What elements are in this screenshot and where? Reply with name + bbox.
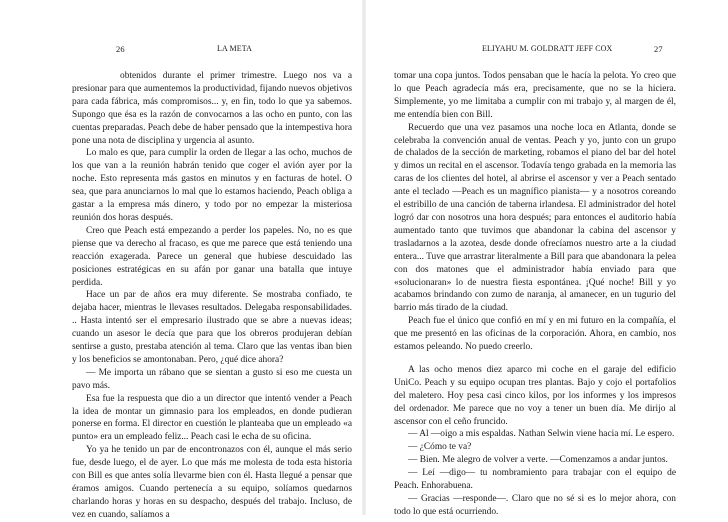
left-page-body [72, 70, 352, 522]
right-page [364, 0, 728, 515]
paragraph: — Gracias —responde—. Claro que no sé si es lo mejor ahora, con todo lo que está ocurriendo. [394, 494, 676, 517]
right-page-body [394, 70, 676, 519]
paragraph: — Bien. Me alegro de volver a verte. —Comenzamos a andar juntos. [408, 455, 668, 466]
paragraph: Recuerdo que una vez pasamos una noche loca en Atlanta, donde se celebraba la convención anual de ventas. Peach y yo, junto con un grupo de chalados de la sección de marketing, robamos el piano del bar del hotel y dimos un recital en el ascensor. Todavía tengo grabada en la memoria las caras de los clientes del hotel, al abrirse el ascensor y ver a Peach sentado ante el teclado —Peach es un magnífico pianista— y a nosotros coreando el estribillo de una canción de taberna irlandesa. El administrador del hotel logró dar con nosotros una hora después; para entonces el auditorio había aumentado tanto que tuvimos que abandonar la cabina del ascensor y trasladarnos a la azotea, desde donde ofrecíamos nuestro arte a la ciudad entera... Tuve que arrastrar literalmente a Bill para que abandonara la pelea con dos matones que el administrador había enviado para que «solucionaran» lo de nuestra fiesta espontánea. ¡Qué noche! Bill y yo acabamos brindando con zumo de naranja, al amanecer, en un tugurio del barrio más tirado de la ciudad. [394, 122, 676, 314]
paragraph: Esa fue la respuesta que dio a un director que intentó vender a Peach la idea de montar un gimnasio para los empleados, en donde pudieran ponerse en forma. El director en cuestión le planteaba que un empleado «a punto» era un empleado feliz... Peach casi le echa de su oficina. [72, 393, 352, 443]
paragraph: tomar una copa juntos. Todos pensaban que le hacía la pelota. Yo creo que lo que Peach agradecía más era, precisamente, que no se la hiciera. Simplemente, yo me limitaba a cumplir con mi trabajo y, al margen de él, me entendía bien con Bill. [394, 71, 676, 120]
paragraph: Yo ya he tenido un par de encontronazos con él, aunque el más serio fue, desde luego, el de ayer. Lo que más me molesta de toda esta historia con Bill es que antes solía llevarme bien con él. Hasta llegué a pensar que éramos amigos. Cuando pertenecía a su equipo, solíamos quedarnos charlando horas y horas en su despacho, después del trabajo. Incluso, de vez en cuando, salíamos a [72, 445, 352, 520]
paragraph: — Leí —digo— tu nombramiento para trabajar con el equipo de Peach. Enhorabuena. [394, 468, 676, 492]
paragraph: Hace un par de años era muy diferente. Se mostraba confiado, te dejaba hacer, mientras le llevases resultados. Delegaba responsabilidades. .. Hasta intentó ser el empresario ilustrado que se abre a nuevas ideas; cuando un asesor le decía que para que los obreros produjeran debían sentirse a gusto, prestaba atención al tema. Claro que las ventas iban bien y los beneficios se amontonaban. Pero, ¿qué dice ahora? [72, 290, 352, 365]
paragraph: — ¿Cómo te va? [408, 442, 472, 453]
right-page-number: 27 [654, 44, 663, 54]
paragraph: Peach fue el único que confió en mí y en mi futuro en la compañía, el que me presentó en las oficinas de la corporación. Ahora, en cambio, nos estamos peleando. No puedo creerlo. [394, 316, 676, 353]
paragraph: A las ocho menos diez aparco mi coche en el garaje del edificio UniCo. Peach y su equipo ocupan tres plantas. Bajo y cojo el portafolios del maletero. Hoy pesa casi cinco kilos, por los informes y los impresos del ordenador. Me parece que no voy a tener un buen día. Me dirijo al ascensor con el ceño fruncido. [394, 364, 676, 427]
left-running-head: LA META [217, 44, 252, 53]
paragraph: obtenidos durante el primer trimestre. Luego nos va a presionar para que aumentemos la productividad, fijando nuevos objetivos para cada fábrica, más compromisos... y, en fin, todo lo que ya sabemos. Supongo que ésa es la razón de convocarnos a las ocho en punto, con las cuentas preparadas. Peach debe de haber pensado que la intempestiva hora pone una nota de disciplina y urgencia al asunto. [72, 71, 352, 146]
left-page [0, 0, 364, 520]
paragraph: Creo que Peach está empezando a perder los papeles. No, no es que piense que va derecho al fracaso, es que me parece que está teniendo una reacción exagerada. Parece un general que hubiese descuidado las posiciones estratégicas en su afán por ganar una batalla que intuye perdida. [72, 225, 352, 288]
paragraph: — Al —oigo a mis espaldas. Nathan Selwin viene hacia mí. Le espero. [408, 429, 675, 440]
right-running-head: ELIYAHU M. GOLDRATT JEFF COX [482, 44, 613, 53]
left-page-number: 26 [116, 44, 125, 54]
paragraph: — Me importa un rábano que se sientan a gusto si eso me cuesta un pavo más. [72, 367, 352, 391]
paragraph: Lo malo es que, para cumplir la orden de llegar a las ocho, muchos de los que van a la reunión habrán tenido que coger el avión ayer por la noche. Esto representa más gastos en minutos y en facturas de hotel. O sea, que para anunciarnos lo mal que lo estamos haciendo, Peach obliga a gastar a la empresa más dinero, y todo por no empezar la misteriosa reunión dos horas después. [72, 148, 352, 223]
